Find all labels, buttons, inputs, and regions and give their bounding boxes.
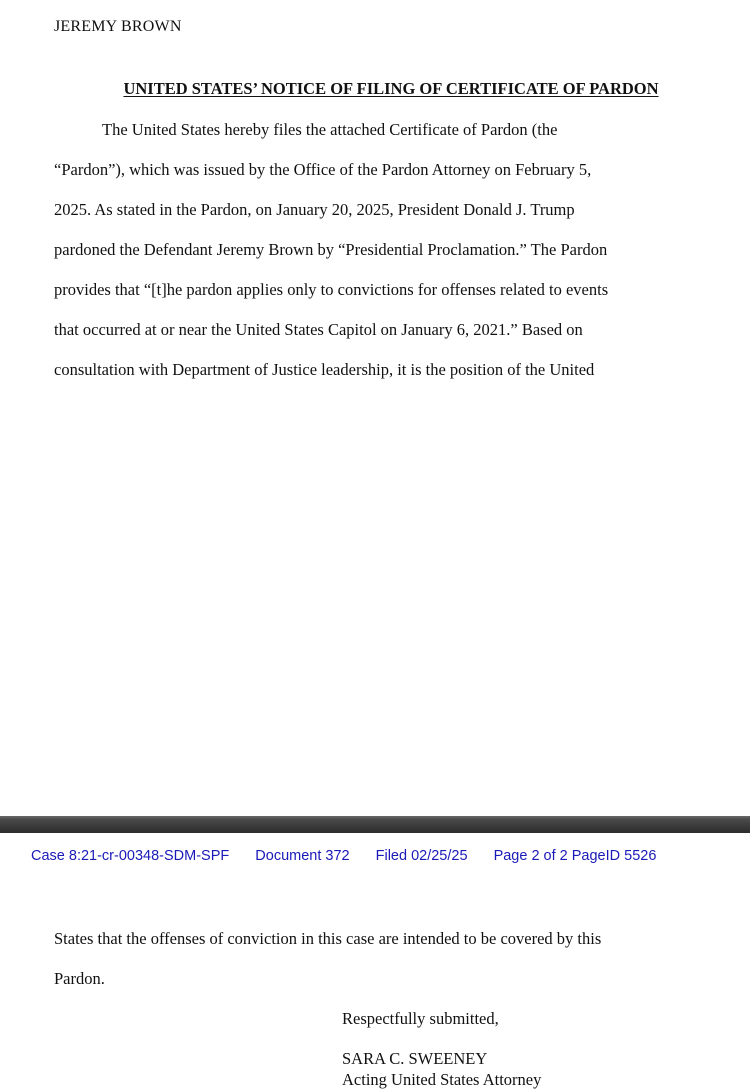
case-header bbox=[31, 848, 656, 864]
defendant-name: JEREMY BROWN bbox=[54, 18, 182, 35]
closing: Respectfully submitted, bbox=[342, 1009, 499, 1028]
body-line: provides that “[t]he pardon applies only to convictions for offenses related to events bbox=[54, 280, 609, 299]
filed-date: Filed 02/25/25 bbox=[375, 848, 468, 864]
body-line: 2025. As stated in the Pardon, on January 20, 2025, President Donald J. Trump bbox=[54, 200, 575, 219]
body-line: that occurred at or near the United States Capitol on January 6, 2021.” Based on bbox=[54, 320, 583, 339]
page-id: Page 2 of 2 PageID 5526 bbox=[493, 848, 657, 864]
body-line: Pardon. bbox=[54, 969, 105, 988]
signer-title: Acting United States Attorney bbox=[342, 1070, 542, 1089]
body-line: “Pardon”), which was issued by the Office of the Pardon Attorney on February 5, bbox=[54, 160, 592, 179]
document-title: UNITED STATES’ NOTICE OF FILING OF CERTIFICATE OF PARDON bbox=[123, 79, 659, 98]
case-number: Case 8:21-cr-00348-SDM-SPF bbox=[31, 848, 230, 864]
document-number: Document 372 bbox=[255, 848, 350, 864]
document-page-2 bbox=[0, 833, 750, 1090]
body-line: States that the offenses of conviction in this case are intended to be covered by this bbox=[54, 929, 602, 948]
body-line: consultation with Department of Justice leadership, it is the position of the United bbox=[54, 360, 595, 379]
body-line: The United States hereby files the attached Certificate of Pardon (the bbox=[102, 120, 558, 139]
body-line: pardoned the Defendant Jeremy Brown by “Presidential Proclamation.” The Pardon bbox=[54, 240, 608, 259]
page-separator bbox=[0, 816, 750, 833]
signer-name: SARA C. SWEENEY bbox=[342, 1049, 488, 1068]
